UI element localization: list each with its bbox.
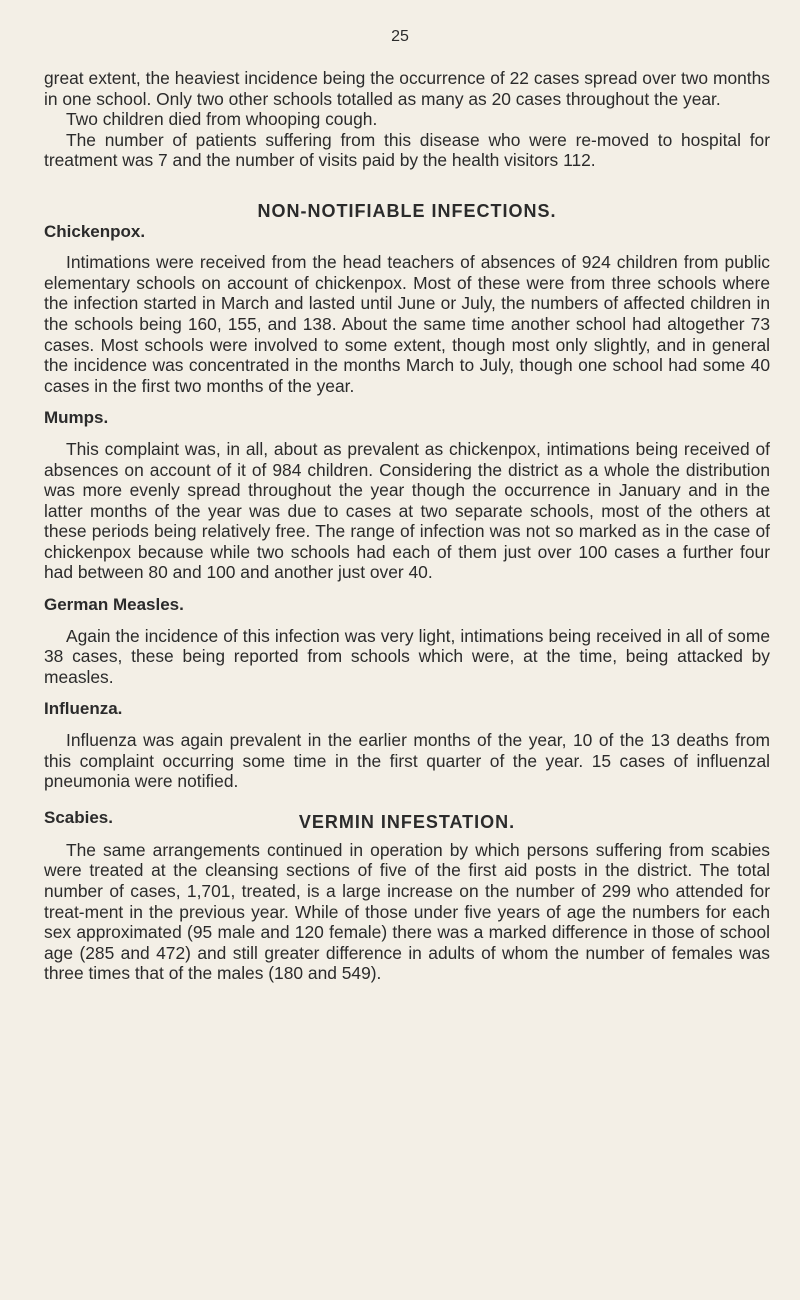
heading-chickenpox: Chickenpox. [44, 221, 146, 241]
intro-paragraph-1: great extent, the heaviest incidence being the occurrence of 22 cases spread over two months in one school. Only two other schools totalled as many as 20 cases throughout the year. [44, 68, 770, 109]
paragraph-mumps: This complaint was, in all, about as prevalent as chickenpox, intimations being received of absences on account of it of 984 children. Considering the district as a whole the distribution was more evenly spread throughout the year though the occurrence in January and in the latter months of the year was due to cases at two separate schools, most of the others at these periods being relatively free. The range of infection was not so marked as in the case of chickenpox because while two schools had each of them just over 100 cases a further four had between 80 and 100 and another just over 40. [44, 438, 770, 583]
intro-paragraph-2: Two children died from whooping cough. [66, 109, 378, 130]
page-number: 25 [391, 28, 409, 45]
heading-mumps: Mumps. [44, 408, 109, 428]
vermin-heading-row [44, 806, 770, 832]
page-body [44, 68, 770, 984]
heading-scabies: Scabies. [44, 807, 113, 827]
paragraph-german-measles: Again the incidence of this infection was very light, intimations being received in all of some 38 cases, these being reported from schools which were, at the time, being attacked by measles. [44, 625, 770, 687]
section-title-non-notifiable: NON-NOTIFIABLE INFECTIONS. [257, 200, 557, 221]
heading-german-measles: German Measles. [44, 595, 184, 615]
paragraph-scabies: The same arrangements continued in operation by which persons suffering from scabies were treated at the cleansing sections of five of the first aid posts in the district. The total number of cases, 1,701, treated, is a large increase on the number of 299 who attended for treat-ment in the previous year. While of those under five years of age the numbers for each sex approximated (95 male and 120 female) there was a marked difference in those of school age (285 and 472) and still greater difference in adults of whom the number of females was three times that of the males (180 and 549). [44, 839, 770, 984]
paragraph-chickenpox: Intimations were received from the head teachers of absences of 924 children from public elementary schools on account of chickenpox. Most of these were from three schools where the infection started in March and lasted until June or July, the numbers of affected children in the schools being 160, 155, and 138. About the same time another school had altogether 73 cases. Most schools were involved to some extent, though most only slightly, and in general the incidence was concentrated in the months March to July, though one school had some 40 cases in the first two months of the year. [44, 252, 770, 396]
heading-influenza: Influenza. [44, 699, 123, 719]
section-title-vermin: VERMIN INFESTATION. [298, 811, 516, 832]
paragraph-influenza: Influenza was again prevalent in the earlier months of the year, 10 of the 13 deaths from this complaint occurring some time in the first quarter of the year. 15 cases of influenzal pneumonia were notified. [44, 730, 770, 792]
intro-paragraph-3: The number of patients suffering from this disease who were re-moved to hospital for treatment was 7 and the number of visits paid by the health visitors 112. [44, 129, 770, 171]
